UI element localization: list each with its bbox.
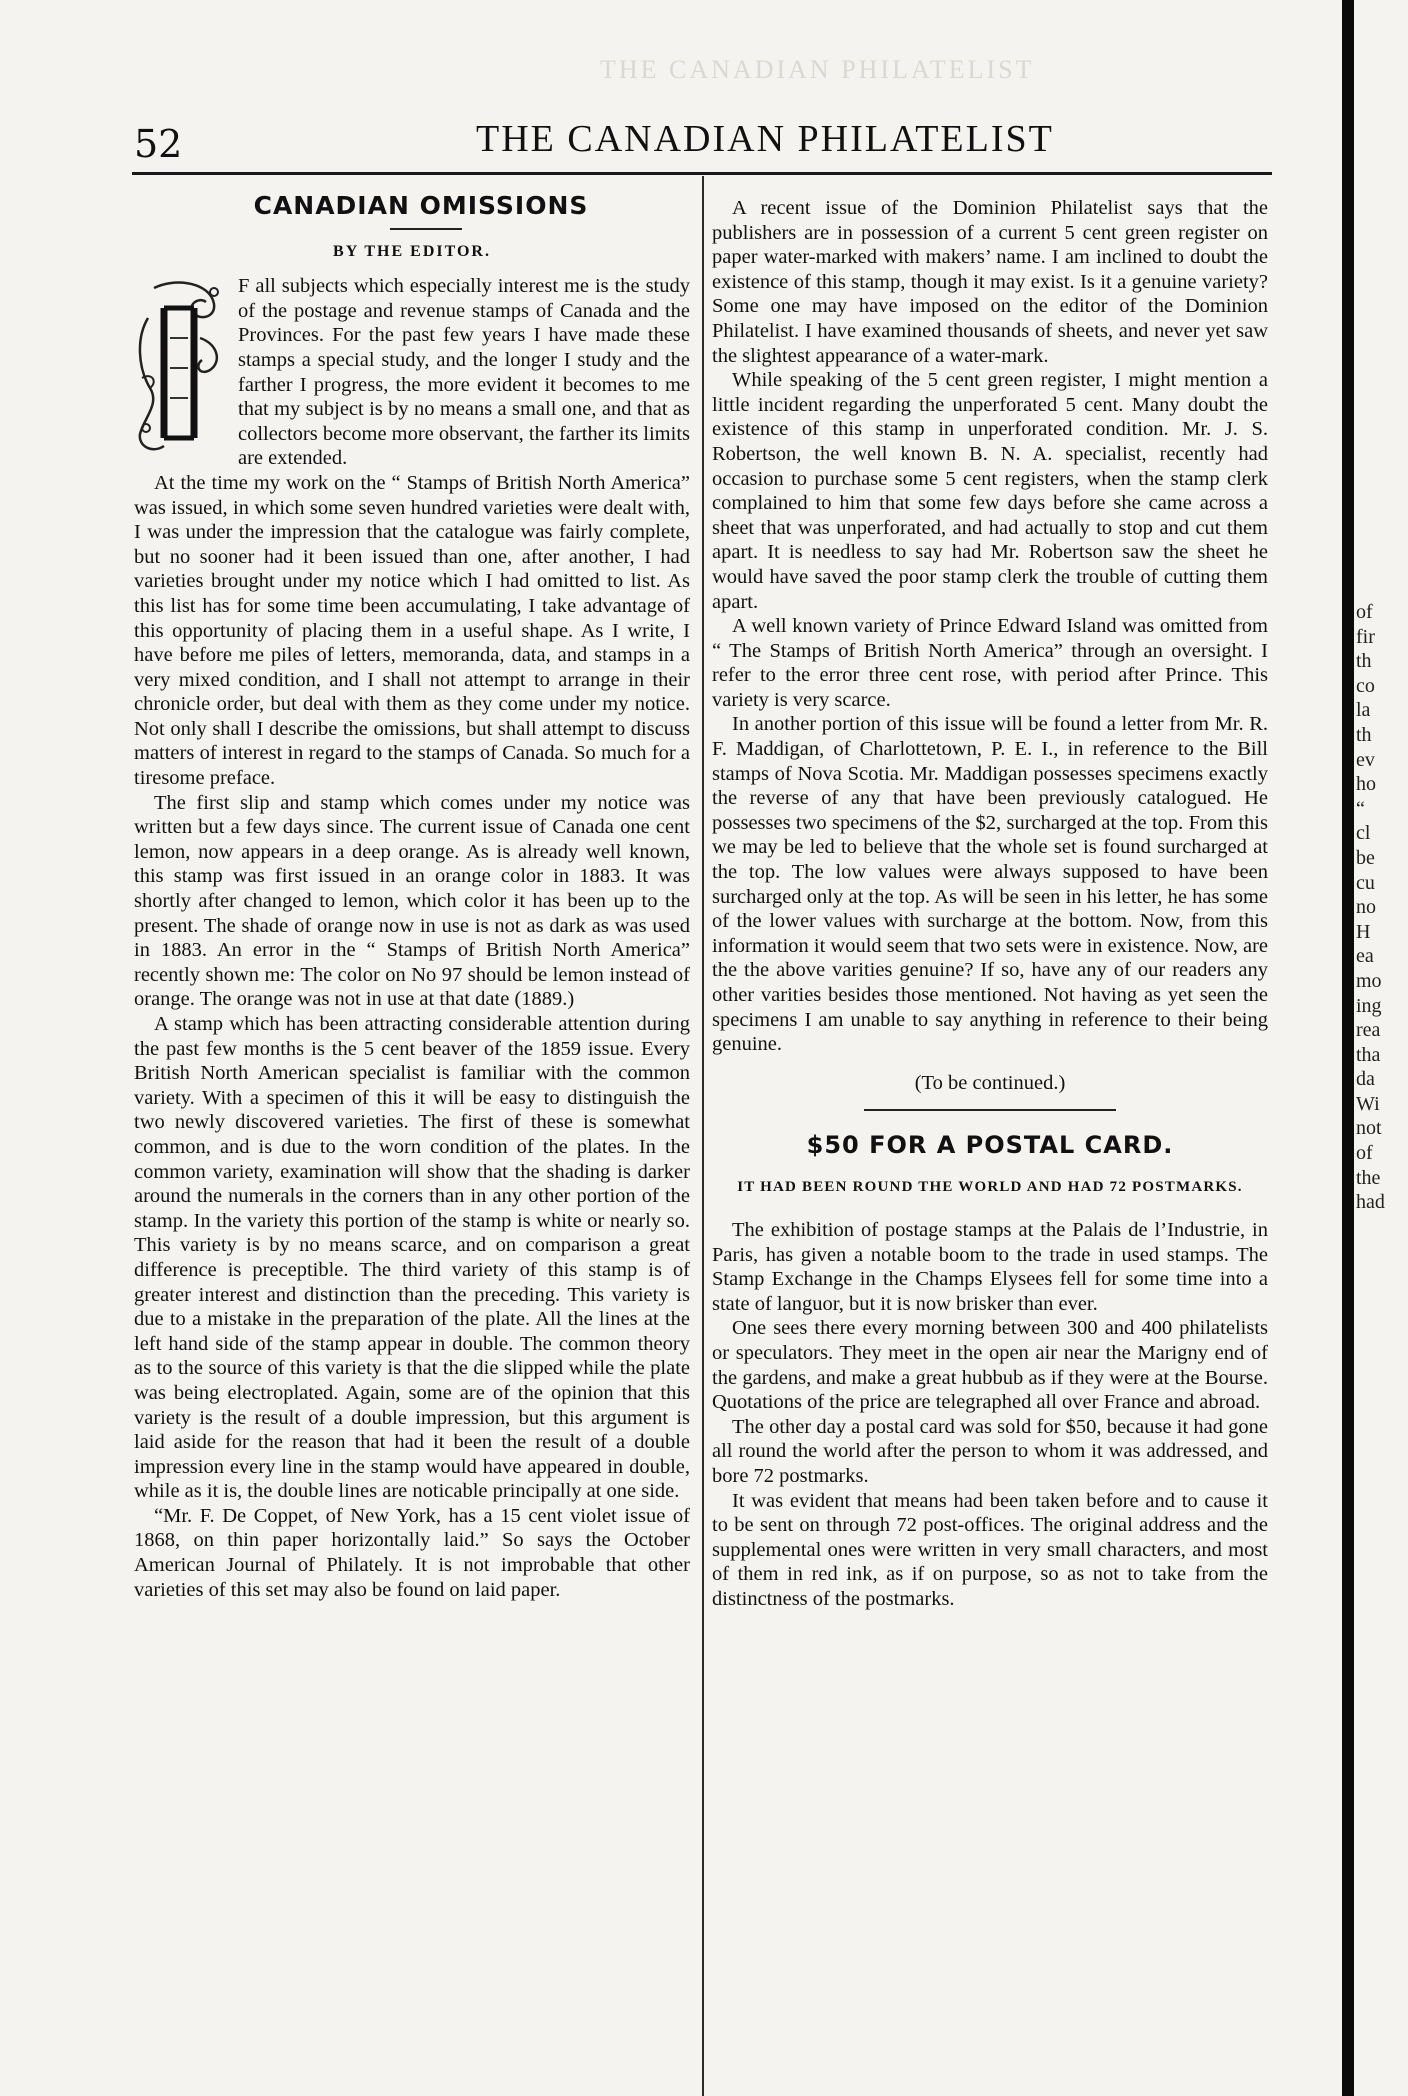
paragraph: The first slip and stamp which comes under my notice was written but a few days since. The current issue of Canada one cent lemon, now appears in a deep orange. As is already well known, this stamp was first issued in an orange color in 1883. It was shortly after changed to lemon, which color it has been up to the present. The shade of orange now in use is not as dark as was used in 1883. An error in the “ Stamps of British North America” recently shown me: The color on No 97 should be lemon instead of orange. The orange was not in use at that date (1889.) [134,791,690,1011]
paragraph: At the time my work on the “ Stamps of British North America” was issued, in which some seven hundred varieties were dealt with, I was under the impression that the catalogue was fairly complete, but no sooner had it been issued than one, after another, I had varieties brought under my notice which I had omitted to list. As this list has for some time been accumulating, I take advantage of this opportunity of placing them in a useful shape. As I write, I have before me piles of letters, memoranda, data, and stamps in a very mixed condition, and I shall not attempt to arrange in their chronicle order, but deal with them as they come under my notice. Not only shall I describe the omissions, but shall attempt to discuss matters of interest in regard to the stamps of Canada. So much for a tiresome preface. [134,471,690,790]
paragraph: While speaking of the 5 cent green register, I might mention a little incident regarding the unperforated 5 cent. Many doubt the existence of this stamp in unperforated condition. Mr. J. S. Robertson, the well known B. N. A. specialist, recently had occasion to purchase some 5 cent registers, when the stamp clerk complained to him that some few days before she came across a sheet that was unperforated, and had actually to stop and cut them apart. It is needless to say had Mr. Robertson saw the sheet he would have saved the poor stamp clerk the trouble of cutting them apart. [712,369,1268,613]
section-rule [864,1109,1116,1111]
column-divider [702,176,704,2096]
paragraph: It was evident that means had been taken before and to cause it to be sent on through 72 post-offices. The original address and the supplemental ones were written in very small characters, and most of them in red ink, as if on purpose, so as not to take from the distinctness of the postmarks. [712,1489,1268,1610]
byline: BY THE EDITOR. [333,242,491,260]
ornamental-dropcap [134,278,230,456]
paragraph: “Mr. F. De Coppet, of New York, has a 15 cent violet issue of 1868, on thin paper horizontally laid.” So says the October American Journal of Philately. It is not improbable that other varieties of this set may also be found on laid paper. [134,1504,690,1601]
paragraph: The exhibition of postage stamps at the Palais de l’Industrie, in Paris, has given a notable boom to the trade in used stamps. The Stamp Exchange in the Champs Elysees fell for some time into a state of languor, but it is now brisker than ever. [712,1218,1268,1315]
paragraph: The other day a postal card was sold for $50, because it had gone all round the world after the person to whom it was addressed, and bore 72 postmarks. [712,1415,1268,1487]
right-column [712,196,1268,1611]
header-rule [132,172,1272,175]
article-title: $50 FOR A POSTAL CARD. [806,1131,1174,1160]
left-column [134,186,690,1602]
title-rule [390,228,462,230]
paragraph: A stamp which has been attracting considerable attention during the past few months is the 5 cent beaver of the 1859 issue. Every British North American specialist is familiar with the common variety. With a specimen of this it will be easy to distinguish the two newly discovered varieties. The first of these is somewhat common, and is due to the worn condition of the plates. In the common variety, examination will show that the shading is darker around the numerals in the corners than in any other portion of the stamp. In the variety this portion of the stamp is white or nearly so. This variety is by no means scarce, and on comparison a great difference is preceptible. The third variety of this stamp is of greater interest and distinction than the preceding. This variety is due to a mistake in the preparation of the plate. All the lines at the left hand side of the stamp appear in double. The common theory as to the source of this variety is that the die slipped while the plate was being electroplated. Again, some are of the opinion that this variety is the result of a double impression, but this argument is laid aside for the reason that had it been the result of a double impression every line in the stamp would have appeared in double, while as it is, the double lines are noticable principally at one side. [134,1013,690,1503]
page-edge-shadow [1342,0,1354,2096]
paragraph: In another portion of this issue will be found a letter from Mr. R. F. Maddigan, of Charlottetown, P. E. I., in reference to the Bill stamps of Nova Scotia. Mr. Maddigan possesses specimens exactly the reverse of any that have been previously catalogued. He possesses two specimens of the $2, surcharged at the top. From this we may be led to believe that the whole set is found surcharged at the top. The low values were always supposed to have been surcharged only at the top. As will be seen in his letter, he has some of the lower values with surcharge at the bottom. Now, from this information it would seem that two sets were in existence. Now, are the the above varities genuine? If so, have any of our readers any other varities besides those mentioned. Not having as yet seen the specimens I am unable to say anything in reference to their being genuine. [712,713,1269,1056]
bleed-through-header: THE CANADIAN PHILATELIST [600,55,1035,84]
paragraph: A recent issue of the Dominion Philatelist says that the publishers are in possession of a current 5 cent green register on paper water-marked with makers’ name. I am inclined to doubt the existence of this stamp, though it may exist. Is it a genuine variety? Some one may have imposed on the editor of the Dominion Philatelist. I have examined thousands of sheets, and never yet saw the slightest appearance of a water-mark. [712,197,1268,367]
paragraph: F all subjects which especially interest me is the study of the postage and revenue stamps of Canada and the Provinces. For the past few years I have made these stamps a special study, and the longer I study and the farther I progress, the more evident it becomes to me that my subject is by no means a small one, and that as collectors become more observant, the farther its limits are extended. [238,275,690,470]
article-subhead: IT HAD BEEN ROUND THE WORLD AND HAD 72 POSTMARKS. [737,1178,1243,1195]
paragraph: One sees there every morning between 300 and 400 philatelists or speculators. They meet in the open air near the Marigny end of the gardens, and make a great hubbub as if they were at the Bourse. Quotations of the price are telegraphed all over France and abroad. [712,1317,1268,1414]
continued-note: (To be continued.) [914,1071,1066,1094]
next-page-fragment [1356,600,1408,1700]
paragraph: A well known variety of Prince Edward Island was omitted from “ The Stamps of British North America” through an oversight. I refer to the error three cent rose, with period after Prince. This variety is very scarce. [712,615,1268,711]
next-page-text: of fir th co la th ev ho “ cl be cu no H ea mo ing rea tha da Wi not of the had [1356,601,1385,1214]
article-title: CANADIAN OMISSIONS [253,191,589,220]
page-number: 52 [134,122,183,166]
dropcap-ornament-icon [134,278,230,456]
running-head: THE CANADIAN PHILATELIST [476,118,1054,160]
